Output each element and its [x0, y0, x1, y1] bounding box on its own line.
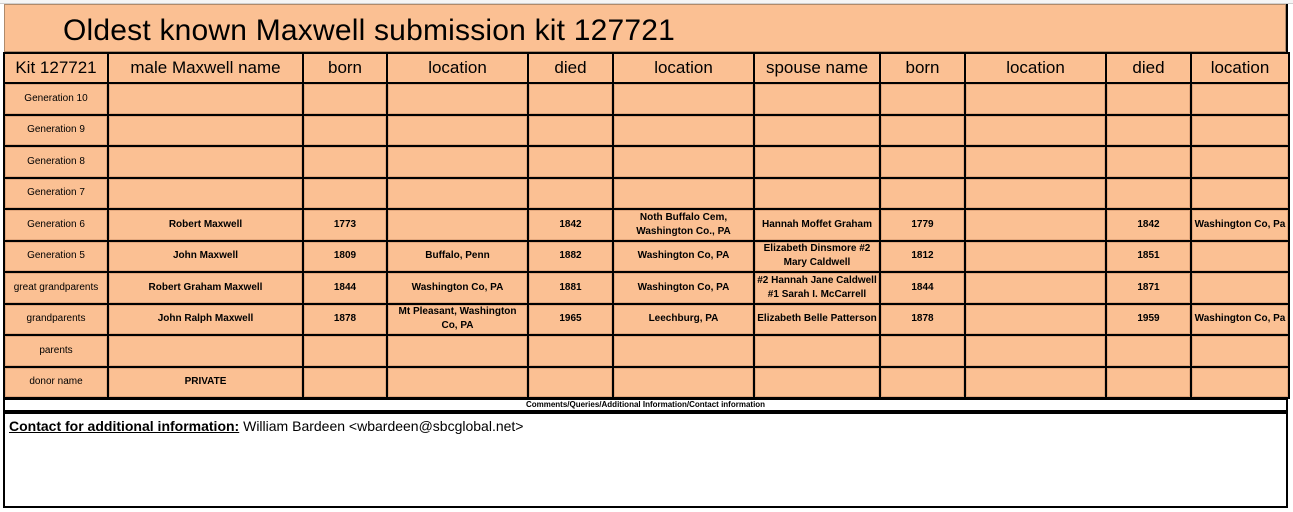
table-cell[interactable]: [1191, 178, 1289, 210]
table-cell[interactable]: Washington Co, PA: [613, 241, 754, 273]
table-cell[interactable]: [880, 83, 965, 115]
table-cell[interactable]: [965, 304, 1106, 336]
table-cell[interactable]: 1965: [528, 304, 613, 336]
table-cell[interactable]: Mt Pleasant, Washington Co, PA: [387, 304, 528, 336]
table-cell[interactable]: [303, 367, 387, 399]
table-cell[interactable]: Buffalo, Penn: [387, 241, 528, 273]
table-cell[interactable]: [108, 115, 303, 147]
title-bar[interactable]: [4, 4, 1286, 52]
table-cell[interactable]: Robert Graham Maxwell: [108, 272, 303, 304]
table-cell[interactable]: [387, 209, 528, 241]
table-cell[interactable]: [965, 272, 1106, 304]
table-cell[interactable]: [108, 335, 303, 367]
table-cell[interactable]: [965, 367, 1106, 399]
page-title: Oldest known Maxwell submission kit 127721: [63, 14, 676, 47]
table-cell[interactable]: [303, 115, 387, 147]
table-cell[interactable]: [1191, 241, 1289, 273]
table-cell[interactable]: [108, 83, 303, 115]
table-cell[interactable]: PRIVATE: [108, 367, 303, 399]
table-cell[interactable]: [528, 83, 613, 115]
table-cell[interactable]: 1882: [528, 241, 613, 273]
table-cell[interactable]: [1191, 335, 1289, 367]
table-cell[interactable]: 1773: [303, 209, 387, 241]
header-spouse-location[interactable]: location: [965, 53, 1106, 83]
table-cell[interactable]: [528, 335, 613, 367]
table-cell[interactable]: [303, 83, 387, 115]
table-cell[interactable]: 1842: [1106, 209, 1191, 241]
table-cell[interactable]: 1779: [880, 209, 965, 241]
header-location[interactable]: location: [387, 53, 528, 83]
table-cell[interactable]: [387, 178, 528, 210]
header-spouse-death-location[interactable]: location: [1191, 53, 1289, 83]
table-cell[interactable]: [965, 241, 1106, 273]
table-cell[interactable]: [528, 178, 613, 210]
row-label[interactable]: Generation 9: [4, 115, 108, 147]
table-cell[interactable]: Elizabeth Belle Patterson: [754, 304, 880, 336]
table-cell[interactable]: [1106, 178, 1191, 210]
table-cell[interactable]: [1191, 272, 1289, 304]
header-born[interactable]: born: [303, 53, 387, 83]
table-cell[interactable]: [528, 367, 613, 399]
table-cell[interactable]: [1106, 83, 1191, 115]
table-cell[interactable]: [965, 83, 1106, 115]
table-cell[interactable]: 1959: [1106, 304, 1191, 336]
table-cell[interactable]: [1191, 115, 1289, 147]
header-died[interactable]: died: [528, 53, 613, 83]
table-row: [4, 209, 1289, 241]
table-cell[interactable]: Washington Co, Pa: [1191, 209, 1289, 241]
row-label[interactable]: Generation 6: [4, 209, 108, 241]
table-row: [4, 272, 1289, 304]
table-row: [4, 146, 1289, 178]
table-cell[interactable]: 1878: [303, 304, 387, 336]
table-cell[interactable]: 1878: [880, 304, 965, 336]
table-cell[interactable]: #2 Hannah Jane Caldwell #1 Sarah I. McCarrell: [754, 272, 880, 304]
table-cell[interactable]: Leechburg, PA: [613, 304, 754, 336]
table-body: [4, 83, 1289, 398]
table-cell[interactable]: [108, 178, 303, 210]
table-cell[interactable]: 1844: [880, 272, 965, 304]
table-cell[interactable]: 1871: [1106, 272, 1191, 304]
table-cell[interactable]: [303, 178, 387, 210]
table-cell[interactable]: [1106, 335, 1191, 367]
header-row: [4, 53, 1289, 83]
table-cell[interactable]: [613, 178, 754, 210]
table-cell[interactable]: John Ralph Maxwell: [108, 304, 303, 336]
table-cell[interactable]: John Maxwell: [108, 241, 303, 273]
table-cell[interactable]: [387, 115, 528, 147]
table-cell[interactable]: [613, 146, 754, 178]
table-cell[interactable]: [880, 335, 965, 367]
table-row: [4, 241, 1289, 273]
header-kit[interactable]: Kit 127721: [4, 53, 108, 83]
table-cell[interactable]: Washington Co, PA: [613, 272, 754, 304]
table-cell[interactable]: [613, 115, 754, 147]
row-label[interactable]: grandparents: [4, 304, 108, 336]
table-row: [4, 335, 1289, 367]
contact-value: William Bardeen <wbardeen@sbcglobal.net>: [239, 418, 524, 434]
table-cell[interactable]: [387, 83, 528, 115]
table-cell[interactable]: Washington Co, Pa: [1191, 304, 1289, 336]
table-cell[interactable]: [528, 146, 613, 178]
header-spouse-born[interactable]: born: [880, 53, 965, 83]
table-cell[interactable]: 1809: [303, 241, 387, 273]
table-cell[interactable]: [303, 335, 387, 367]
row-label[interactable]: Generation 5: [4, 241, 108, 273]
table-cell[interactable]: [754, 83, 880, 115]
row-label[interactable]: Generation 8: [4, 146, 108, 178]
table-cell[interactable]: [965, 178, 1106, 210]
table-cell[interactable]: [754, 178, 880, 210]
table-cell[interactable]: [613, 335, 754, 367]
header-death-location[interactable]: location: [613, 53, 754, 83]
table-cell[interactable]: Hannah Moffet Graham: [754, 209, 880, 241]
row-label[interactable]: parents: [4, 335, 108, 367]
table-row: [4, 178, 1289, 210]
header-spouse-name[interactable]: spouse name: [754, 53, 880, 83]
table-cell[interactable]: [754, 367, 880, 399]
table-cell[interactable]: [880, 178, 965, 210]
table-cell[interactable]: [1191, 367, 1289, 399]
table-cell[interactable]: 1851: [1106, 241, 1191, 273]
table-cell[interactable]: [754, 146, 880, 178]
contact-box[interactable]: [3, 412, 1288, 508]
header-male-name[interactable]: male Maxwell name: [108, 53, 303, 83]
table-cell[interactable]: 1842: [528, 209, 613, 241]
table-cell[interactable]: [965, 335, 1106, 367]
table-row: [4, 83, 1289, 115]
row-label[interactable]: Generation 7: [4, 178, 108, 210]
table-cell[interactable]: Noth Buffalo Cem, Washington Co., PA: [613, 209, 754, 241]
header-spouse-died[interactable]: died: [1106, 53, 1191, 83]
table-cell[interactable]: [387, 367, 528, 399]
table-cell[interactable]: [1106, 146, 1191, 178]
table-cell[interactable]: [1191, 146, 1289, 178]
table-row: [4, 367, 1289, 399]
row-label[interactable]: donor name: [4, 367, 108, 399]
table-cell[interactable]: [528, 115, 613, 147]
table-cell[interactable]: Robert Maxwell: [108, 209, 303, 241]
table-cell[interactable]: [387, 146, 528, 178]
table-cell[interactable]: [613, 367, 754, 399]
genealogy-table: [3, 52, 1290, 399]
comments-bar[interactable]: Comments/Queries/Additional Information/Contact information: [3, 398, 1288, 412]
table-cell[interactable]: Washington Co, PA: [387, 272, 528, 304]
table-row: [4, 304, 1289, 336]
table-cell[interactable]: [303, 146, 387, 178]
table-cell[interactable]: [754, 335, 880, 367]
table-cell[interactable]: [880, 115, 965, 147]
table-cell[interactable]: [880, 146, 965, 178]
table-cell[interactable]: [965, 146, 1106, 178]
table-cell[interactable]: [965, 209, 1106, 241]
row-label[interactable]: great grandparents: [4, 272, 108, 304]
row-label[interactable]: Generation 10: [4, 83, 108, 115]
table-cell[interactable]: [754, 115, 880, 147]
contact-label: Contact for additional information:: [9, 418, 240, 434]
table-cell[interactable]: [965, 115, 1106, 147]
table-cell[interactable]: [1191, 83, 1289, 115]
table-cell[interactable]: [108, 146, 303, 178]
table-cell[interactable]: [1106, 115, 1191, 147]
table-row: [4, 115, 1289, 147]
title-edge: [1286, 4, 1293, 52]
table-cell[interactable]: [613, 83, 754, 115]
table-cell[interactable]: 1881: [528, 272, 613, 304]
table-cell[interactable]: [1106, 367, 1191, 399]
table-cell[interactable]: [387, 335, 528, 367]
table-cell[interactable]: 1844: [303, 272, 387, 304]
table-cell[interactable]: Elizabeth Dinsmore #2 Mary Caldwell: [754, 241, 880, 273]
table-cell[interactable]: [880, 367, 965, 399]
table-cell[interactable]: 1812: [880, 241, 965, 273]
